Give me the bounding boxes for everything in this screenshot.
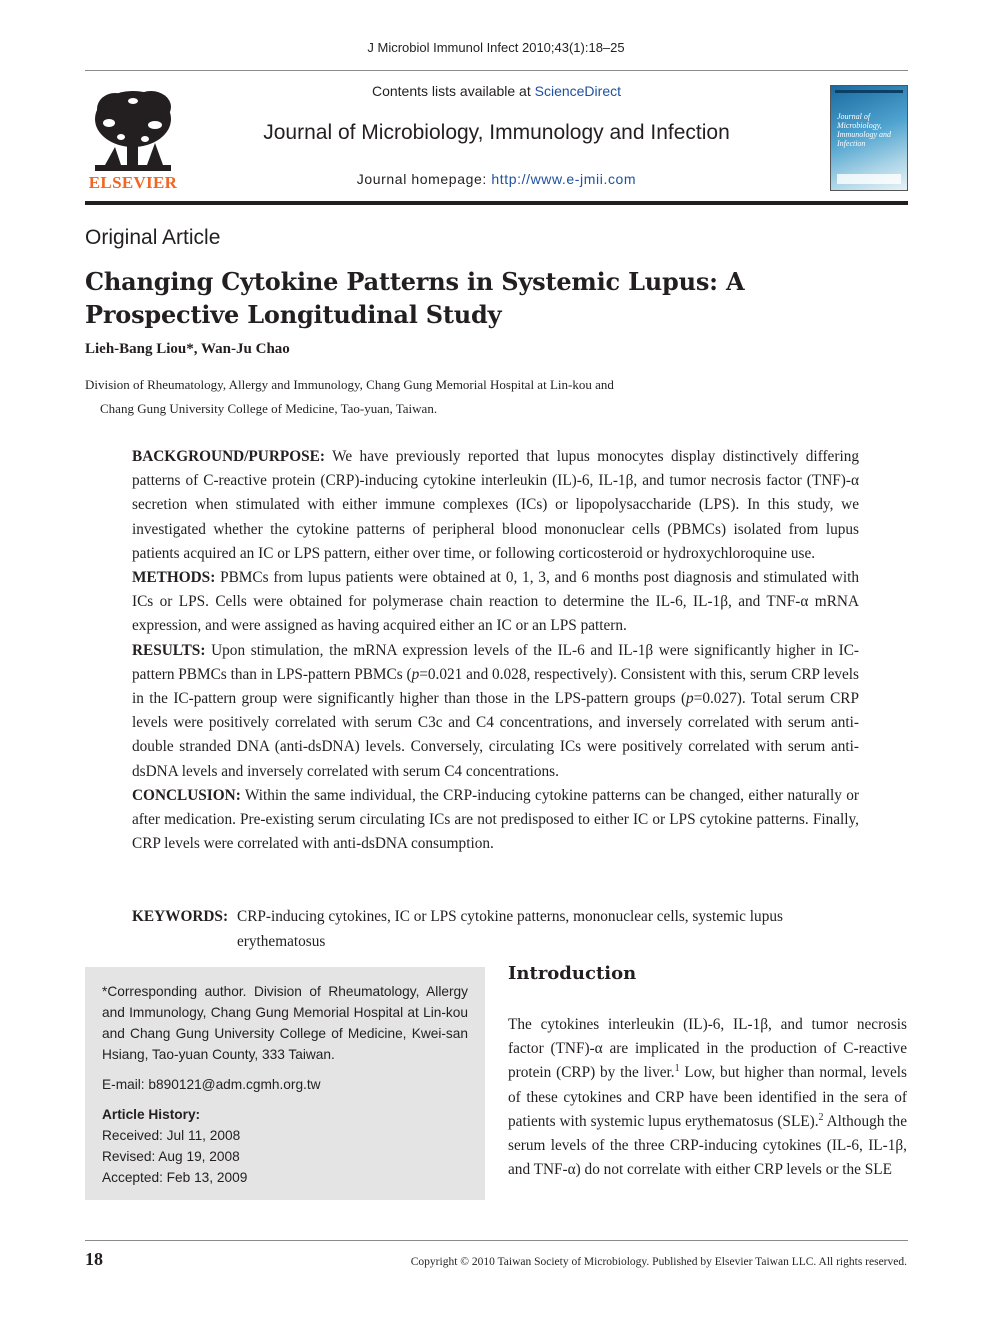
reference-2[interactable]: 2 bbox=[818, 1111, 824, 1123]
results-p-symbol-2: p bbox=[686, 690, 694, 708]
article-type: Original Article bbox=[85, 226, 221, 249]
cover-stripe bbox=[835, 90, 903, 93]
background-label: BACKGROUND/PURPOSE: bbox=[132, 448, 325, 465]
journal-title: Journal of Microbiology, Immunology and Infection bbox=[263, 121, 730, 144]
abstract bbox=[132, 445, 859, 856]
article-history-title: Article History: bbox=[102, 1107, 201, 1122]
contents-availability bbox=[85, 83, 908, 99]
correspondence-box bbox=[85, 967, 485, 1200]
methods-label: METHODS: bbox=[132, 569, 216, 587]
keywords bbox=[132, 904, 859, 954]
results-text-3: =0.027). Total serum CRP levels were positively correlated with serum C3c and C4 concentrations, and inversely correlated with serum anti-double stranded DNA (anti-dsDNA) levels. Conversely, circulating ICs were positively correlated with serum anti-dsDNA levels and inversely correlated with serum C4 concentrations. bbox=[132, 690, 859, 780]
page-number: 18 bbox=[85, 1249, 103, 1269]
results-label: RESULTS: bbox=[132, 641, 206, 659]
affiliation-line-1: Division of Rheumatology, Allergy and Immunology, Chang Gung Memorial Hospital at Lin-kou and bbox=[85, 377, 614, 392]
conclusion-label: CONCLUSION: bbox=[132, 786, 241, 804]
sciencedirect-link[interactable]: ScienceDirect bbox=[534, 83, 621, 99]
keywords-label: KEYWORDS: bbox=[132, 908, 229, 925]
corresponding-author: *Corresponding author. Division of Rheumatology, Allergy and Immunology, Chang Gung Memorial Hospital at Lin-kou and Chang Gung University College of Medicine, Kwei-san Hsiang, Tao-yuan County, 333 Taiwan. bbox=[102, 984, 468, 1062]
journal-cover-image bbox=[830, 85, 908, 191]
reference-1[interactable]: 1 bbox=[674, 1063, 680, 1075]
abstract-background bbox=[132, 445, 859, 566]
article-title: Changing Cytokine Patterns in Systemic Lupus: A Prospective Longitudinal Study bbox=[85, 267, 745, 329]
footer-divider bbox=[85, 1240, 908, 1241]
revised-date: Revised: Aug 19, 2008 bbox=[102, 1149, 240, 1164]
received-date: Received: Jul 11, 2008 bbox=[102, 1128, 241, 1143]
author-list: Lieh-Bang Liou*, Wan-Ju Chao bbox=[85, 341, 290, 357]
intro-text-2: Low, but higher than normal, levels of these cytokines and CRP have been identified in the sera of patients with systemic lupus erythematosus (SLE). bbox=[508, 1064, 907, 1130]
cover-footer-bar bbox=[837, 174, 901, 184]
introduction-text bbox=[508, 1013, 907, 1182]
results-p-symbol-1: p bbox=[411, 665, 420, 683]
methods-text: PBMCs from lupus patients were obtained at 0, 1, 3, and 6 months post diagnosis and stimulated with ICs or LPS. Cells were obtained for polymerase chain reaction to determine the IL-6, IL-1β, and TNF-α mRNA expression, and were assigned as having acquired either an IC or an LPS pattern. bbox=[132, 569, 860, 635]
results-text-1: Upon stimulation, the mRNA expression levels of the IL-6 and IL-1β were significantly higher in IC-pattern PBMCs than in LPS-pattern PBMCs ( bbox=[132, 641, 859, 683]
abstract-methods bbox=[132, 566, 859, 639]
journal-citation: J Microbiol Immunol Infect 2010;43(1):18–25 bbox=[367, 40, 625, 55]
journal-homepage bbox=[85, 171, 908, 187]
cover-title: Journal of Microbiology, Immunology and Infection bbox=[837, 112, 891, 148]
background-text: We have previously reported that lupus monocytes display distinctively differing patterns of C-reactive protein (CRP)-inducing cytokine interleukin (IL)-6, IL-1β, and tumor necrosis factor (TNF)-α secretion when stimulated with either immune complexes (ICs) or lipopolysaccharide (LPS). In this study, we investigated whether the cytokine patterns of peripheral blood mononuclear cells (PBMCs) isolated from lupus patients acquired an IC or LPS pattern, either over time, or following corticosteroid or hydroxychloroquine use. bbox=[132, 448, 859, 562]
abstract-results bbox=[132, 639, 859, 784]
author-email[interactable]: E-mail: b890121@adm.cgmh.org.tw bbox=[102, 1077, 321, 1092]
copyright-notice: Copyright © 2010 Taiwan Society of Microbiology. Published by Elsevier Taiwan LLC. All rights reserved. bbox=[410, 1256, 907, 1268]
affiliation-line-2: Chang Gung University College of Medicine, Tao-yuan, Taiwan. bbox=[100, 401, 438, 416]
abstract-conclusion bbox=[132, 784, 859, 857]
keywords-text: CRP-inducing cytokines, IC or LPS cytokine patterns, mononuclear cells, systemic lupus erythematosus bbox=[237, 908, 783, 950]
results-text-2: =0.021 and 0.028, respectively). Consistent with this, serum CRP levels in the IC-pattern group were significantly higher than those in the LPS-pattern groups ( bbox=[132, 665, 859, 708]
introduction-heading: Introduction bbox=[508, 963, 637, 984]
accepted-date: Accepted: Feb 13, 2009 bbox=[102, 1170, 248, 1185]
intro-text-1: The cytokines interleukin (IL)-6, IL-1β, and tumor necrosis factor (TNF)-α are implicated in the production of C-reactive protein (CRP) by the liver. bbox=[508, 1016, 907, 1082]
publisher-name: ELSEVIER bbox=[88, 173, 178, 192]
contents-prefix: Contents lists available at bbox=[371, 83, 535, 99]
conclusion-text: Within the same individual, the CRP-inducing cytokine patterns can be changed, either naturally or after medication. Pre-existing serum circulating ICs are not predisposed to either IC or LPS cytokine patterns. Finally, CRP levels were correlated with anti-dsDNA consumption. bbox=[132, 786, 859, 853]
journal-masthead bbox=[85, 70, 908, 205]
homepage-prefix: Journal homepage: bbox=[356, 171, 492, 187]
homepage-link[interactable]: http://www.e-jmii.com bbox=[491, 171, 637, 187]
intro-text-3: Although the serum levels of the three CRP-inducing cytokines (IL-6, IL-1β, and TNF-α) do not correlate with either CRP levels or the SLE bbox=[508, 1112, 907, 1179]
